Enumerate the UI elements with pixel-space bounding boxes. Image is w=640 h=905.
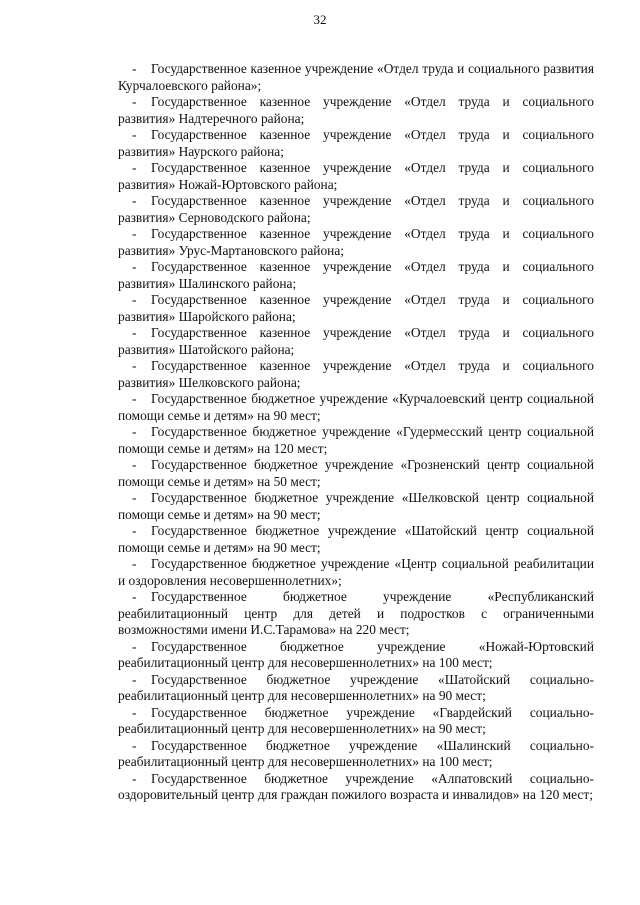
- list-item-text: Государственное бюджетное учреждение «Шалинский социально-реабилитационный центр для несовершеннолетних» на 100 мест;: [118, 737, 594, 769]
- list-item: [118, 738, 594, 771]
- list-item: [118, 358, 594, 391]
- list-item: [118, 160, 594, 193]
- list-item: [118, 259, 594, 292]
- page-number: 32: [313, 12, 327, 27]
- list-dash: -: [132, 226, 137, 241]
- list-item: [118, 705, 594, 738]
- list-item: [118, 523, 594, 556]
- list-item: [118, 457, 594, 490]
- list-item-text: Государственное бюджетное учреждение «Грозненский центр социальной помощи семье и детям» на 50 мест;: [118, 457, 594, 489]
- list-item: [118, 325, 594, 358]
- list-dash: -: [132, 292, 137, 307]
- list-dash: -: [132, 325, 137, 340]
- list-item: [118, 292, 594, 325]
- list-dash: -: [132, 94, 137, 109]
- list-dash: -: [132, 160, 137, 175]
- list-item: [118, 61, 594, 94]
- institution-list: [118, 61, 594, 804]
- list-item: [118, 226, 594, 259]
- list-item-text: Государственное бюджетное учреждение «Республиканский реабилитационный центр для детей и подростков с ограниченными возможностями имени И.С.Тарамова» на 220 мест;: [118, 589, 594, 637]
- list-item: [118, 127, 594, 160]
- list-item: [118, 672, 594, 705]
- list-item-text: Государственное казенное учреждение «Отдел труда и социального развития» Урус-Мартановского района;: [118, 226, 594, 258]
- list-item-text: Государственное казенное учреждение «Отдел труда и социального развития» Серноводского района;: [118, 193, 594, 225]
- list-item-text: Государственное бюджетное учреждение «Гудермесский центр социальной помощи семье и детям» на 120 мест;: [118, 424, 594, 456]
- list-item-text: Государственное бюджетное учреждение «Шелковской центр социальной помощи семье и детям» на 90 мест;: [118, 490, 594, 522]
- list-item: [118, 391, 594, 424]
- list-dash: -: [132, 358, 137, 373]
- list-item-text: Государственное бюджетное учреждение «Шатойский социально-реабилитационный центр для несовершеннолетних» на 90 мест;: [118, 671, 594, 703]
- list-dash: -: [132, 770, 137, 786]
- list-item-text: Государственное казенное учреждение «Отдел труда и социального развития» Шатойского района;: [118, 325, 594, 357]
- list-item-text: Государственное бюджетное учреждение «Центр социальной реабилитации и оздоровления несовершеннолетних»;: [118, 556, 594, 588]
- list-dash: -: [132, 671, 137, 687]
- list-item-text: Государственное казенное учреждение «Отдел труда и социального развития» Шалинского района;: [118, 259, 594, 291]
- list-dash: -: [132, 424, 137, 439]
- list-item-text: Государственное казенное учреждение «Отдел труда и социального развития Курчалоевского района»;: [118, 61, 594, 93]
- list-dash: -: [132, 556, 137, 571]
- list-item-text: Государственное казенное учреждение «Отдел труда и социального развития» Шаройского района;: [118, 292, 594, 324]
- list-item-text: Государственное казенное учреждение «Отдел труда и социального развития» Шелковского района;: [118, 358, 594, 390]
- list-dash: -: [132, 193, 137, 208]
- list-item-text: Государственное казенное учреждение «Отдел труда и социального развития» Наурского района;: [118, 127, 594, 159]
- list-item-text: Государственное бюджетное учреждение «Шатойский центр социальной помощи семье и детям» на 90 мест;: [118, 523, 594, 555]
- list-dash: -: [132, 704, 137, 720]
- list-item: [118, 556, 594, 589]
- list-item-text: Государственное бюджетное учреждение «Алпатовский социально-оздоровительный центр для граждан пожилого возраста и инвалидов» на 120 мест;: [118, 770, 594, 802]
- list-dash: -: [132, 61, 137, 76]
- list-dash: -: [132, 127, 137, 142]
- list-dash: -: [132, 457, 137, 472]
- list-item-text: Государственное бюджетное учреждение «Курчалоевский центр социальной помощи семье и детям» на 90 мест;: [118, 391, 594, 423]
- list-item-text: Государственное казенное учреждение «Отдел труда и социального развития» Ножай-Юртовского района;: [118, 160, 594, 192]
- list-dash: -: [132, 490, 137, 505]
- list-dash: -: [132, 523, 137, 538]
- list-dash: -: [132, 638, 137, 654]
- list-item: [118, 589, 594, 639]
- list-item: [118, 771, 594, 804]
- list-dash: -: [132, 737, 137, 753]
- list-item: [118, 490, 594, 523]
- list-item-text: Государственное бюджетное учреждение «Гвардейский социально-реабилитационный центр для несовершеннолетних» на 90 мест;: [118, 704, 594, 736]
- list-item: [118, 193, 594, 226]
- list-dash: -: [132, 589, 137, 604]
- list-item: [118, 424, 594, 457]
- list-item: [118, 639, 594, 672]
- list-dash: -: [132, 259, 137, 274]
- list-item-text: Государственное казенное учреждение «Отдел труда и социального развития» Надтеречного района;: [118, 94, 594, 126]
- list-dash: -: [132, 391, 137, 406]
- list-item: [118, 94, 594, 127]
- list-item-text: Государственное бюджетное учреждение «Ножай-Юртовский реабилитационный центр для несовершеннолетних» на 100 мест;: [118, 638, 594, 670]
